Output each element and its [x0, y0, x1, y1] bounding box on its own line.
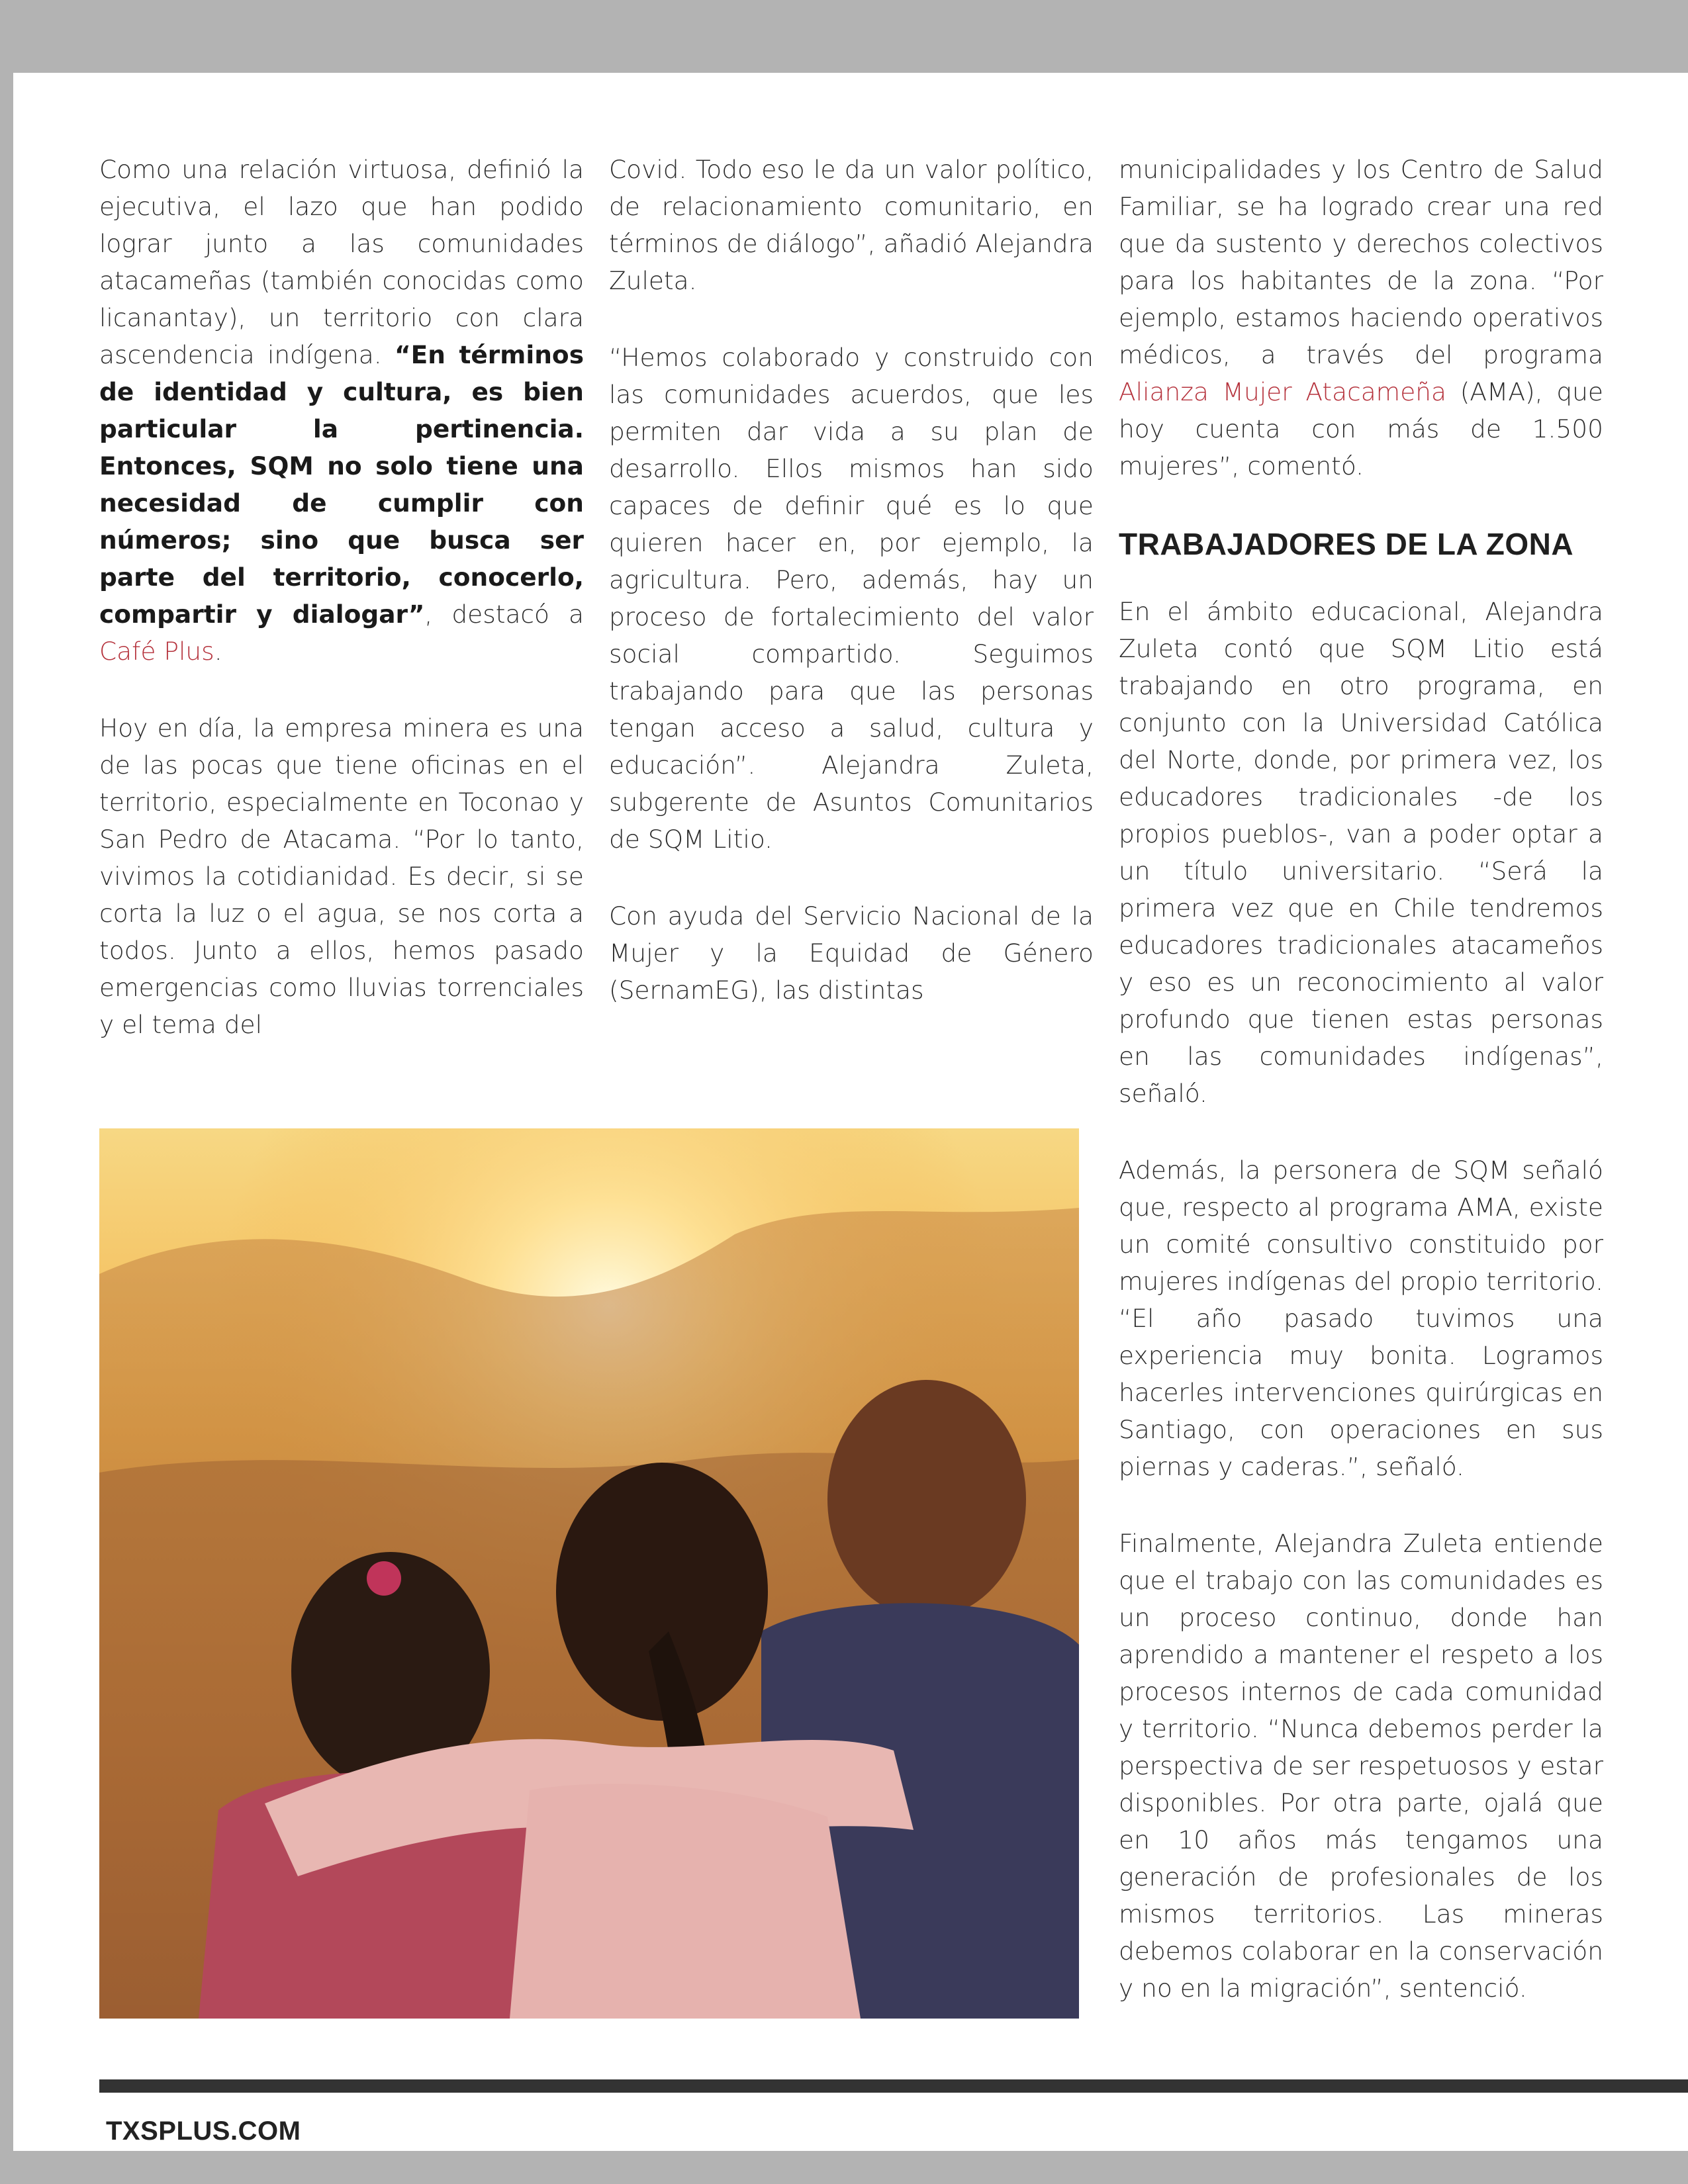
paragraph: Finalmente, Alejandra Zuleta entiende que el trabajo con las comunidades es un proceso continuo, donde han aprendido a mantener el respeto a los procesos internos de cada comunidad y territorio. “Nunca debemos perder la perspectiva de ser respetuosos y estar disponibles. Por otra parte, ojalá que en 10 años más tengamos una generación de profesionales de los mismos territorios. Las mineras debemos colaborar en la conservación y no en la migración”, sentenció.: [1119, 1529, 1603, 2003]
paragraph: Con ayuda del Servicio Nacional de la Mujer y la Equidad de Género (SernamEG), las distintas: [609, 901, 1094, 1005]
paragraph: Además, la personera de SQM señaló que, respecto al programa AMA, existe un comité consultivo constituido por mujeres indígenas del propio territorio. “El año pasado tuvimos una experiencia muy bonita. Logramos hacerles intervenciones quirúrgicas en Santiago, con operaciones en sus piernas y caderas.”, señaló.: [1119, 1156, 1603, 1481]
text-column-1: [99, 151, 584, 1083]
footer-site-name: TXSPLUS.COM: [106, 2116, 301, 2146]
bold-quote: “En términos de identidad y cultura, es bien particular la pertinencia. Entonces, SQM no solo tiene una necesidad de cumplir con números; sino que busca ser parte del territorio, conocerlo, compartir y dialogar”: [99, 340, 585, 629]
paragraph: Como una relación virtuosa, definió la ejecutiva, el lazo que han podido lograr junto a las comunidades atacameñas (también conocidas como licanantay), un territorio con clara ascendencia indígena. “En términos de identidad y cultura, es bien particular la pertinencia. Entonces, SQM no solo tiene una necesidad de cumplir con números; sino que busca ser parte del territorio, conocerlo, compartir y dialogar”, destacó a Café Plus.: [99, 155, 585, 666]
cafe-plus-link[interactable]: Café Plus: [99, 637, 214, 666]
footer-rule: [99, 2079, 1688, 2093]
paragraph: “Hemos colaborado y construido con las comunidades acuerdos, que les permiten dar vida a su plan de desarrollo. Ellos mismos han sido capaces de definir qué es lo que quieren hacer en, por ejemplo, la agricultura. Pero, además, hay un proceso de fortalecimiento del valor social compartido. Seguimos trabajando para que las personas tengan acceso a salud, cultura y educación”. Alejandra Zuleta, subgerente de Asuntos Comunitarios de SQM Litio.: [609, 343, 1094, 854]
alianza-mujer-link[interactable]: Alianza Mujer Atacameña: [1119, 377, 1447, 406]
section-heading: TRABAJADORES DE LA ZONA: [1119, 527, 1574, 561]
paragraph: Covid. Todo eso le da un valor político, de relacionamiento comunitario, en términos de diálogo”, añadió Alejandra Zuleta.: [609, 155, 1094, 295]
sunset-family-photo: [99, 1128, 1079, 2019]
paragraph: municipalidades y los Centro de Salud Familiar, se ha logrado crear una red que da sustento y derechos colectivos para los habitantes de la zona. “Por ejemplo, estamos haciendo operativos médicos, a través del programa Alianza Mujer Atacameña (AMA), que hoy cuenta con más de 1.500 mujeres”, comentó.: [1119, 155, 1603, 480]
paragraph: En el ámbito educacional, Alejandra Zuleta contó que SQM Litio está trabajando en otro programa, en conjunto con la Universidad Católica del Norte, donde, por primera vez, los educadores tradicionales -de los propios pueblos-, van a poder optar a un título universitario. “Será la primera vez que en Chile tendremos educadores tradicionales atacameños y eso es un reconocimiento al valor profundo que tienen estas personas en las comunidades indígenas”, señaló.: [1119, 597, 1603, 1108]
paragraph: Hoy en día, la empresa minera es una de las pocas que tiene oficinas en el territorio, especialmente en Toconao y San Pedro de Atacama. “Por lo tanto, vivimos la cotidianidad. Es decir, si se corta la luz o el agua, se nos corta a todos. Junto a ellos, hemos pasado emergencias como lluvias torrenciales y el tema del: [99, 713, 584, 1039]
text-column-2: [609, 151, 1094, 1048]
text-column-3: [1119, 151, 1603, 2046]
magazine-page: [13, 73, 1688, 2151]
